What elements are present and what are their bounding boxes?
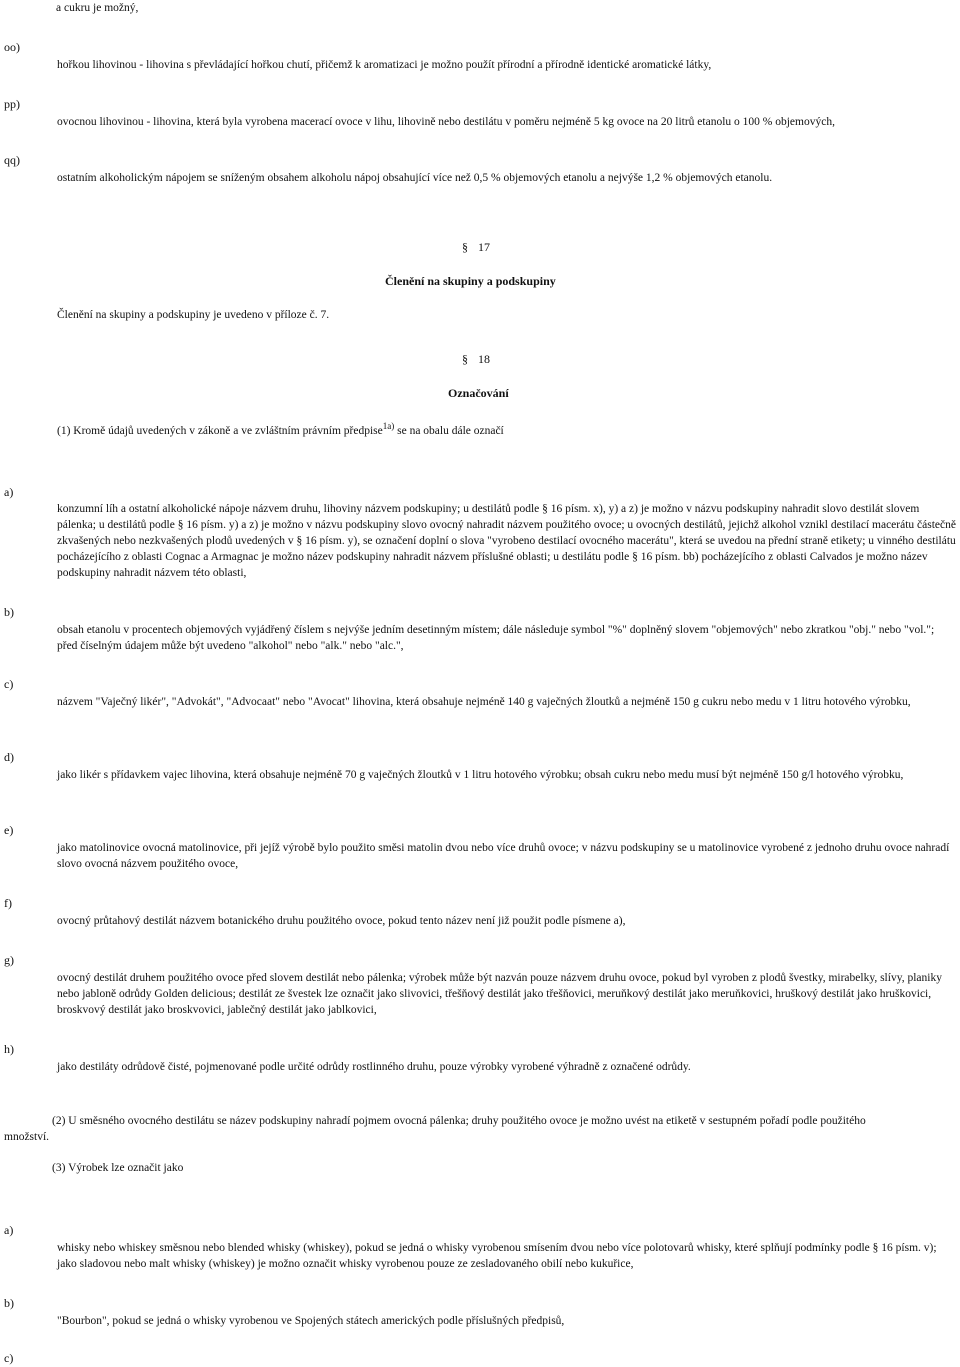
paragraph-1: (1) Kromě údajů uvedených v zákoně a ve zvláštním právním předpise$^{1a)}$ se na obalu dále označí	[57, 421, 504, 437]
section-text: Členění na skupiny a podskupiny je uvedeno v příloze č. 7.	[57, 309, 330, 321]
item-label: b)	[4, 605, 14, 619]
item-label: a)	[4, 1223, 14, 1237]
item-text: obsah etanolu v procentech objemových vyjádřený číslem s nejvýše jedním desetinným místem; dále následuje symbol "%" doplněný slovem "objemových" nebo zkratkou "obj." nebo "vol."; před číselným údajem může být uvedeno "alkohol" nebo "alk." nebo "alc.",	[57, 624, 935, 652]
item-text: "Bourbon", pokud se jedná o whisky vyrobenou ve Spojených státech amerických podle příslušných předpisů,	[57, 1315, 565, 1327]
item-text: ostatním alkoholickým nápojem se sníženým obsahem alkoholu nápoj obsahující více než 0,5 % objemových etanolu a nejvýše 1,2 % objemových etanolu.	[57, 172, 773, 184]
item-text: názvem "Vaječný likér", "Advokát", "Advocaat" nebo "Avocat" lihovina, která obsahuje nejméně 140 g vaječných žloutků a nejméně 150 g cukru nebo medu v 1 litru hotového výrobku,	[57, 696, 911, 708]
continuation-line: a cukru je možný,	[56, 2, 139, 14]
item-text: konzumní líh a ostatní alkoholické nápoje názvem druhu, lihoviny názvem podskupiny; u destilátů podle § 16 písm. x), y) a z) je možno v názvu podskupiny nahradit slovo destilát slovem pálenka; u destilátů podle § 16 písm. y) a z) je možno v názvu podskupiny slovo ovocný nahradit názvem použitého ovoce; u ovocných destilátů, jejichž alkohol vznikl destilací macerátu částečně zkvašených nebo nezkvašených plodů uvedených v § 16 písm. y), se označení doplní o slova "vyrobeno destilací ovocného macerátu", která se uvedou na přední straně etikety; u vinného destilátu pocházejícího z oblasti Cognac a Armagnac je možno název podskupiny nahradit názvem příslušné oblasti; u destilátu podle § 16 písm. bb) pocházejícího z oblasti Calvados je možno název podskupiny nahradit názvem této oblasti,	[57, 503, 956, 579]
item-label: c)	[4, 677, 14, 691]
item-label: f)	[4, 896, 12, 910]
item-label: oo)	[4, 40, 20, 54]
section-number: § 18	[462, 352, 490, 366]
item-text: ovocný průtahový destilát názvem botanického druhu použitého ovoce, pokud tento název není již použit podle písmene a),	[57, 915, 626, 927]
item-text: ovocnou lihovinou - lihovina, která byla vyrobena macerací ovoce v lihu, lihovině nebo destilátu v poměru nejméně 5 kg ovoce na 20 litrů etanolu o 100 % objemových,	[57, 116, 835, 128]
paragraph-3: (3) Výrobek lze označit jako	[52, 1162, 184, 1174]
item-label: c)	[4, 1351, 14, 1365]
item-label: b)	[4, 1296, 14, 1310]
item-text: jako likér s přídavkem vajec lihovina, která obsahuje nejméně 70 g vaječných žloutků v 1 litru hotového výrobku; obsah cukru nebo medu musí být nejméně 150 g/l hotového výrobku,	[57, 769, 904, 781]
item-text: ovocný destilát druhem použitého ovoce před slovem destilát nebo pálenka; výrobek může být nazván pouze názvem druhu ovoce, pokud byl vyroben z plodů švestky, mirabelky, slívy, planiky nebo jabloně odrůdy Golden delicious; destilát ze švestek lze označit jako slivovici, třešňový destilát jako třešňovici, meruňkový destilát jako meruňkovici, hruškový destilát jako hruškovici, broskvový destilát jako broskvovici, jablečný destilát jako jablkovici,	[57, 972, 942, 1016]
item-label: pp)	[4, 97, 20, 111]
item-label: a)	[4, 485, 14, 499]
item-label: h)	[4, 1042, 14, 1056]
section-heading: Členění na skupiny a podskupiny	[385, 274, 556, 288]
item-label: qq)	[4, 153, 20, 167]
item-text: jako destiláty odrůdově čisté, pojmenované podle určité odrůdy rostlinného druhu, pouze výrobky vyrobené výhradně z označené odrůdy.	[57, 1061, 691, 1073]
item-text: jako matolinovice ovocná matolinovice, při jejíž výrobě bylo použito směsi matolin dvou nebo více druhů ovoce; v názvu podskupiny se u matolinovice vyrobené z jednoho druhu ovoce nahradí slovo ovocná názvem použitého ovoce,	[57, 842, 950, 870]
footnote-ref[interactable]: 1a)	[382, 421, 395, 432]
item-label: e)	[4, 823, 14, 837]
section-number: § 17	[462, 240, 490, 254]
item-text: hořkou lihovinou - lihovina s převládající hořkou chutí, přičemž k aromatizaci je možno použít přírodní a přírodně identické aromatické látky,	[57, 59, 712, 71]
item-label: g)	[4, 953, 14, 967]
item-text: whisky nebo whiskey směsnou nebo blended whisky (whiskey), pokud se jedná o whisky vyrobenou smísením dvou nebo více polotovarů whisky, které splňují podmínky podle § 16 písm. v); jako sladovou nebo malt whisky (whiskey) je možno označit whisky vyrobenou pouze ze zesladovaného obilí nebo kukuřice,	[57, 1242, 937, 1270]
item-label: d)	[4, 750, 14, 764]
section-heading: Označování	[448, 386, 509, 400]
paragraph-2: (2) U směsného ovocného destilátu se název podskupiny nahradí pojmem ovocná pálenka; druhy použitého ovoce je možno uvést na etiketě v sestupném pořadí podle použitého množství.	[4, 1115, 866, 1143]
